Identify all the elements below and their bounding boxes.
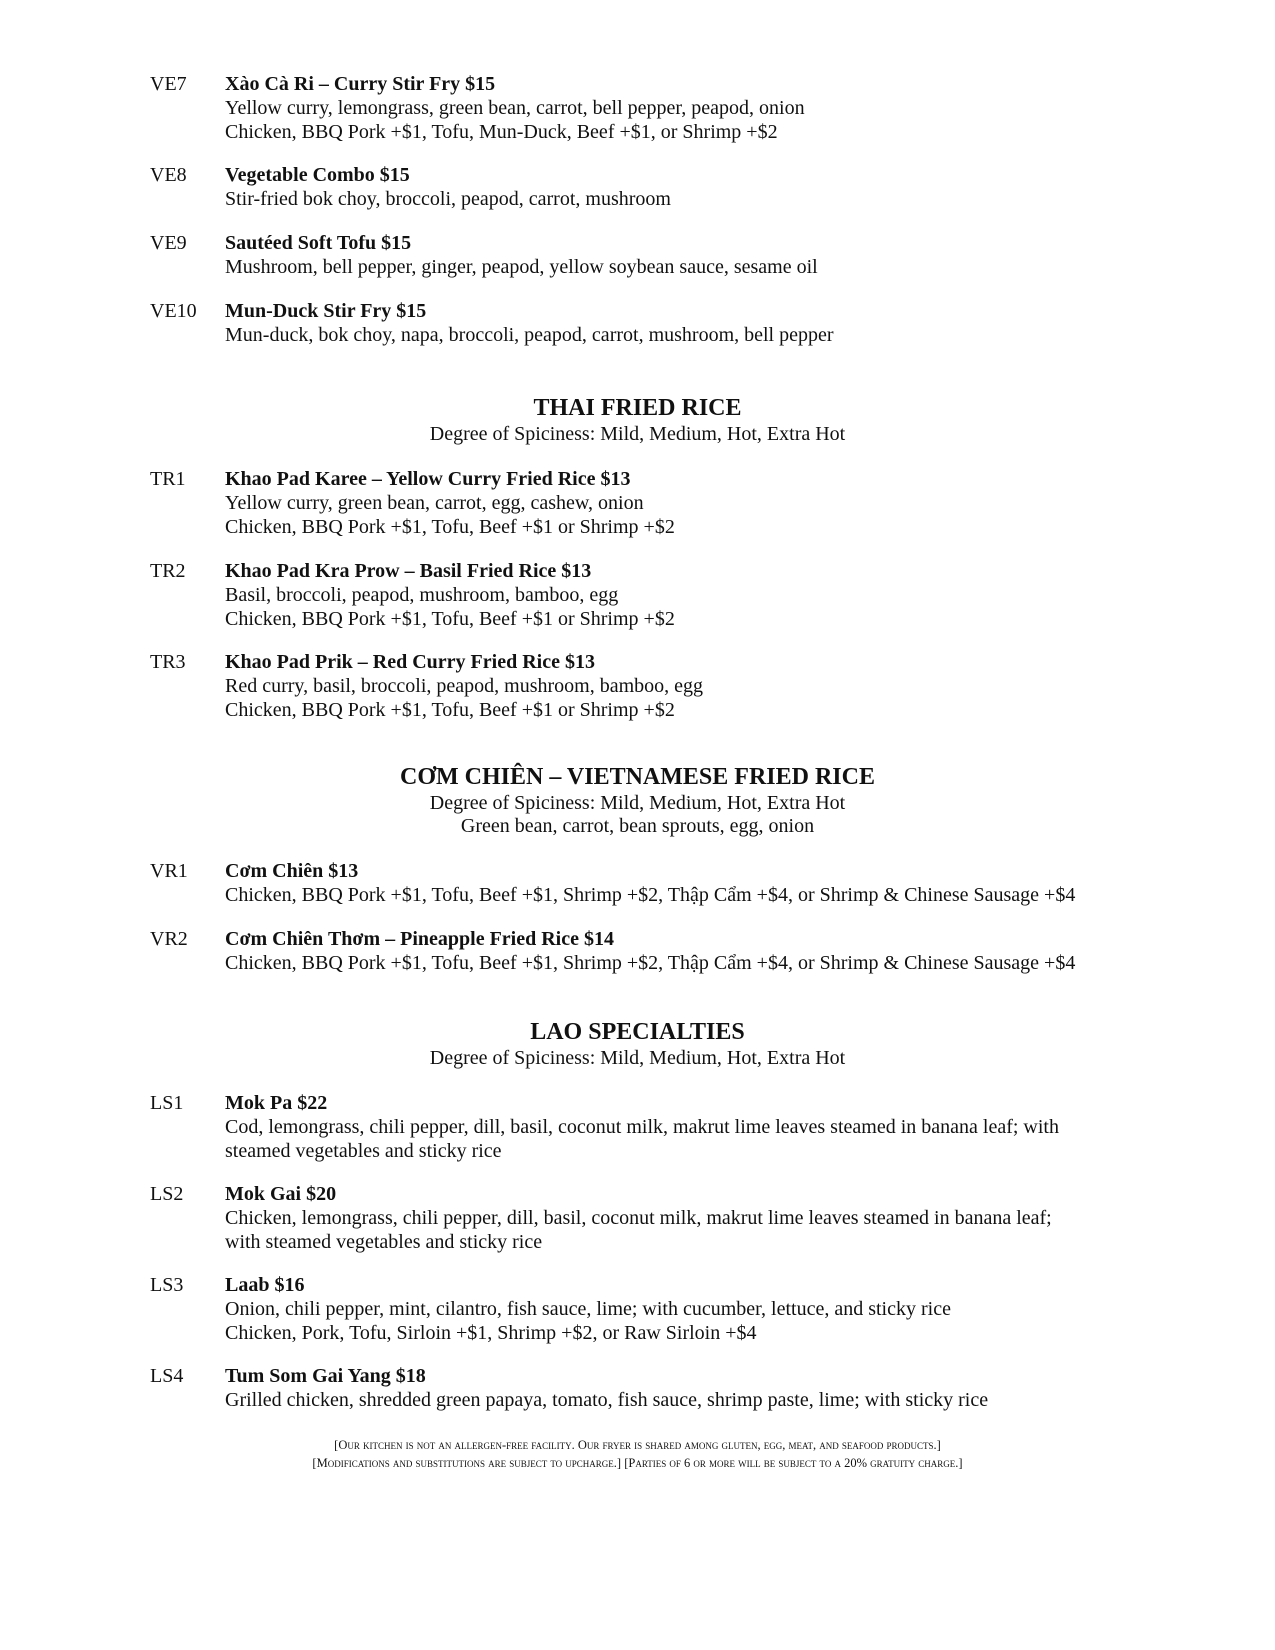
item-name: Khao Pad Karee – Yellow Curry Fried Rice $13 bbox=[225, 468, 631, 490]
item-code: TR2 bbox=[150, 560, 186, 582]
item-description: Cod, lemongrass, chili pepper, dill, basil, coconut milk, makrut lime leaves steamed in banana leaf; with bbox=[225, 1116, 1059, 1138]
item-options: Chicken, BBQ Pork +$1, Tofu, Beef +$1 or Shrimp +$2 bbox=[225, 516, 675, 538]
section-title-thai-fried-rice: THAI FRIED RICE bbox=[533, 395, 742, 421]
item-name: Vegetable Combo $15 bbox=[225, 164, 410, 186]
item-description: Chicken, lemongrass, chili pepper, dill, basil, coconut milk, makrut lime leaves steamed in banana leaf; bbox=[225, 1207, 1052, 1229]
item-code: TR1 bbox=[150, 468, 186, 490]
item-name: Sautéed Soft Tofu $15 bbox=[225, 232, 412, 254]
item-code: VE10 bbox=[150, 300, 197, 322]
item-options: Chicken, BBQ Pork +$1, Tofu, Mun-Duck, Beef +$1, or Shrimp +$2 bbox=[225, 121, 778, 143]
section-title-vietnamese-fried-rice: CƠM CHIÊN – VIETNAMESE FRIED RICE bbox=[400, 764, 875, 790]
item-options: Chicken, BBQ Pork +$1, Tofu, Beef +$1 or Shrimp +$2 bbox=[225, 699, 675, 721]
item-code: LS3 bbox=[150, 1274, 184, 1296]
item-code: LS4 bbox=[150, 1365, 184, 1387]
item-code: VR2 bbox=[150, 928, 188, 950]
item-options: Chicken, BBQ Pork +$1, Tofu, Beef +$1, Shrimp +$2, Thập Cẩm +$4, or Shrimp & Chinese Sausage +$4 bbox=[225, 952, 1076, 974]
item-description: Yellow curry, green bean, carrot, egg, cashew, onion bbox=[225, 492, 644, 514]
section-subtitle-ingredients: Green bean, carrot, bean sprouts, egg, onion bbox=[460, 815, 815, 837]
item-description-cont: steamed vegetables and sticky rice bbox=[225, 1140, 502, 1162]
item-code: TR3 bbox=[150, 651, 186, 673]
item-options: Chicken, BBQ Pork +$1, Tofu, Beef +$1 or Shrimp +$2 bbox=[225, 608, 675, 630]
item-name: Khao Pad Prik – Red Curry Fried Rice $13 bbox=[225, 651, 595, 673]
item-description: Onion, chili pepper, mint, cilantro, fish sauce, lime; with cucumber, lettuce, and sticky rice bbox=[225, 1298, 951, 1320]
item-description: Red curry, basil, broccoli, peapod, mushroom, bamboo, egg bbox=[225, 675, 704, 697]
item-code: VE7 bbox=[150, 73, 187, 95]
section-subtitle-spiciness: Degree of Spiciness: Mild, Medium, Hot, Extra Hot bbox=[429, 423, 846, 445]
item-description-cont: with steamed vegetables and sticky rice bbox=[225, 1231, 543, 1253]
item-description: Stir-fried bok choy, broccoli, peapod, carrot, mushroom bbox=[225, 188, 671, 210]
item-name: Mun-Duck Stir Fry $15 bbox=[225, 300, 427, 322]
item-code: LS1 bbox=[150, 1092, 184, 1114]
item-name: Laab $16 bbox=[225, 1274, 305, 1296]
item-description: Yellow curry, lemongrass, green bean, carrot, bell pepper, peapod, onion bbox=[225, 97, 805, 119]
item-name: Mok Gai $20 bbox=[225, 1183, 337, 1205]
item-options: Chicken, BBQ Pork +$1, Tofu, Beef +$1, Shrimp +$2, Thập Cẩm +$4, or Shrimp & Chinese Sausage +$4 bbox=[225, 884, 1076, 906]
item-options: Chicken, Pork, Tofu, Sirloin +$1, Shrimp +$2, or Raw Sirloin +$4 bbox=[225, 1322, 757, 1344]
item-code: VE8 bbox=[150, 164, 187, 186]
item-description: Mun-duck, bok choy, napa, broccoli, peapod, carrot, mushroom, bell pepper bbox=[225, 324, 834, 346]
section-subtitle-spiciness: Degree of Spiciness: Mild, Medium, Hot, Extra Hot bbox=[429, 792, 846, 814]
item-name: Xào Cà Ri – Curry Stir Fry $15 bbox=[225, 73, 496, 95]
item-name: Mok Pa $22 bbox=[225, 1092, 328, 1114]
item-description: Grilled chicken, shredded green papaya, tomato, fish sauce, shrimp paste, lime; with sticky rice bbox=[225, 1389, 989, 1411]
section-subtitle-spiciness: Degree of Spiciness: Mild, Medium, Hot, Extra Hot bbox=[429, 1047, 846, 1069]
item-code: VE9 bbox=[150, 232, 187, 254]
footer-allergen-notice: [Our kitchen is not an allergen-free facility. Our fryer is shared among gluten, egg, meat, and seafood products.] bbox=[334, 1438, 941, 1452]
item-name: Khao Pad Kra Prow – Basil Fried Rice $13 bbox=[225, 560, 592, 582]
item-name: Tum Som Gai Yang $18 bbox=[225, 1365, 426, 1387]
section-title-lao-specialties: LAO SPECIALTIES bbox=[530, 1019, 745, 1045]
item-name: Cơm Chiên Thơm – Pineapple Fried Rice $14 bbox=[225, 928, 614, 950]
item-description: Mushroom, bell pepper, ginger, peapod, yellow soybean sauce, sesame oil bbox=[225, 256, 818, 278]
item-code: VR1 bbox=[150, 860, 188, 882]
item-name: Cơm Chiên $13 bbox=[225, 860, 359, 882]
footer-gratuity-notice: [Modifications and substitutions are subject to upcharge.] [Parties of 6 or more will be subject to a 20% gratuity charge.] bbox=[312, 1456, 963, 1470]
item-description: Basil, broccoli, peapod, mushroom, bamboo, egg bbox=[225, 584, 619, 606]
item-code: LS2 bbox=[150, 1183, 184, 1205]
